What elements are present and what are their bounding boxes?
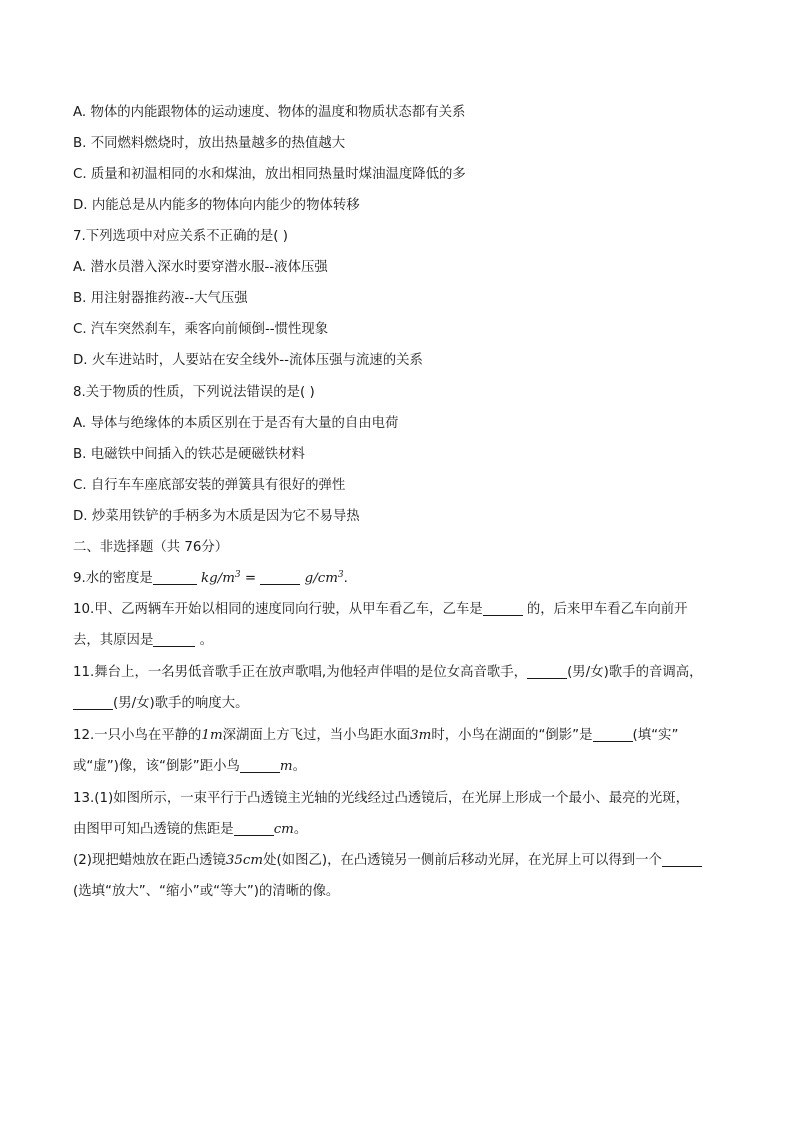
q9-blank-2[interactable] [260, 570, 300, 585]
q8-stem: 8.关于物质的性质，下列说法错误的是( ) [73, 385, 315, 400]
q13-text-d: 处(如图乙)，在凸透镜另一侧前后移动光屏，在光屏上可以得到一个 [263, 853, 662, 868]
q13-blank-2[interactable] [662, 852, 702, 867]
q13-line-2 [73, 820, 746, 840]
q9-equals: = [240, 571, 261, 586]
q8-option-a: A. 导体与绝缘体的本质区别在于是否有大量的自由电荷 [73, 416, 399, 431]
q10-text-c: 去，其原因是 [73, 633, 154, 648]
q6-option-a: A. 物体的内能跟物体的运动速度、物体的温度和物质状态都有关系 [73, 105, 466, 120]
q12-text-c: 时，小鸟在湖面的“倒影”是 [431, 728, 593, 743]
q10-blank-2[interactable] [153, 632, 195, 647]
q12-math-1: 1m [201, 728, 223, 743]
q13-line-4: (选填“放大”、“缩小”或“等大”)的清晰的像。 [73, 884, 340, 899]
q9-unit-2: $g/cm^3$ [304, 570, 344, 586]
q7-option-b: B. 用注射器推药液--大气压强 [73, 291, 248, 306]
q13-text-b: 。 [293, 822, 308, 837]
q10-text-a: 10.甲、乙两辆车开始以相同的速度同向行驶，从甲车看乙车，乙车是 [73, 602, 483, 617]
q9-prefix: 9.水的密度是 [73, 571, 153, 586]
q6-option-d: D. 内能总是从内能多的物体向内能少的物体转移 [73, 198, 360, 213]
q11-text-a: 11.舞台上，一名男低音歌手正在放声歌唱,为他轻声伴唱的是位女高音歌手， [73, 665, 528, 680]
q12-text-b: 深湖面上方飞过，当小鸟距水面 [222, 728, 411, 743]
q7-option-a: A. 潜水员潜入深水时要穿潜水服--液体压强 [73, 260, 328, 275]
q9-end: . [343, 571, 348, 586]
q10-text-d: 。 [195, 633, 213, 648]
q12-blank-1[interactable] [593, 727, 633, 742]
q8-option-b: B. 电磁铁中间插入的铁芯是硬磁铁材料 [73, 447, 305, 462]
q12-text-f: 。 [292, 759, 306, 774]
q13-text-c: (2)现把蜡烛放在距凸透镜 [73, 853, 226, 868]
q9-blank-1[interactable] [153, 570, 197, 585]
q12-text-a: 12.一只小鸟在平静的 [73, 728, 202, 743]
q11-line-1 [73, 663, 746, 683]
q13-line-3 [73, 851, 746, 871]
q12-blank-2[interactable] [240, 758, 280, 773]
q6-option-b: B. 不同燃料燃烧时，放出热量越多的热值越大 [73, 136, 346, 151]
section-heading: 二、非选择题（共 76分） [73, 540, 229, 555]
q7-option-d: D. 火车进站时，人要站在安全线外--流体压强与流速的关系 [73, 353, 423, 368]
q6-option-c: C. 质量和初温相同的水和煤油，放出相同热量时煤油温度降低的多 [73, 167, 466, 182]
q13-line-1: 13.(1)如图所示，一束平行于凸透镜主光轴的光线经过凸透镜后，在光屏上形成一个最小、最亮的光斑， [73, 791, 690, 806]
q11-text-c: (男/女)歌手的响度大。 [113, 696, 249, 711]
q12-line-1 [73, 726, 746, 746]
q10-line-2 [73, 631, 746, 651]
q12-line-2 [73, 757, 746, 777]
q7-stem: 7.下列选项中对应关系不正确的是( ) [73, 229, 288, 244]
q12-math-3: m [279, 759, 293, 774]
q12-math-2: 3m [410, 728, 432, 743]
q9-line [73, 569, 746, 589]
q11-text-b: (男/女)歌手的音调高， [567, 665, 703, 680]
q11-blank-1[interactable] [527, 664, 567, 679]
q10-text-b: 的，后来甲车看乙车向前开 [522, 602, 688, 617]
q11-line-2 [73, 694, 746, 714]
q8-option-d: D. 炒菜用铁铲的手柄多为木质是因为它不易导热 [73, 509, 360, 524]
q8-option-c: C. 自行车车座底部安装的弹簧具有很好的弹性 [73, 478, 346, 493]
q13-math-2: 35cm [225, 853, 264, 868]
q10-blank-1[interactable] [483, 601, 523, 616]
q12-text-d: (填“实” [632, 728, 679, 743]
q12-text-e: 或“虚”)像，该“倒影”距小鸟 [73, 759, 240, 774]
q7-option-c: C. 汽车突然刹车，乘客向前倾倒--惯性现象 [73, 322, 329, 337]
q11-blank-2[interactable] [73, 695, 113, 710]
q9-unit-1: $kg/m^3$ [201, 570, 241, 586]
q13-text-a: 由图甲可知凸透镜的焦距是 [73, 822, 234, 837]
q10-line-1 [73, 600, 746, 620]
q13-math-1: cm [273, 822, 294, 837]
q13-blank-1[interactable] [234, 821, 274, 836]
